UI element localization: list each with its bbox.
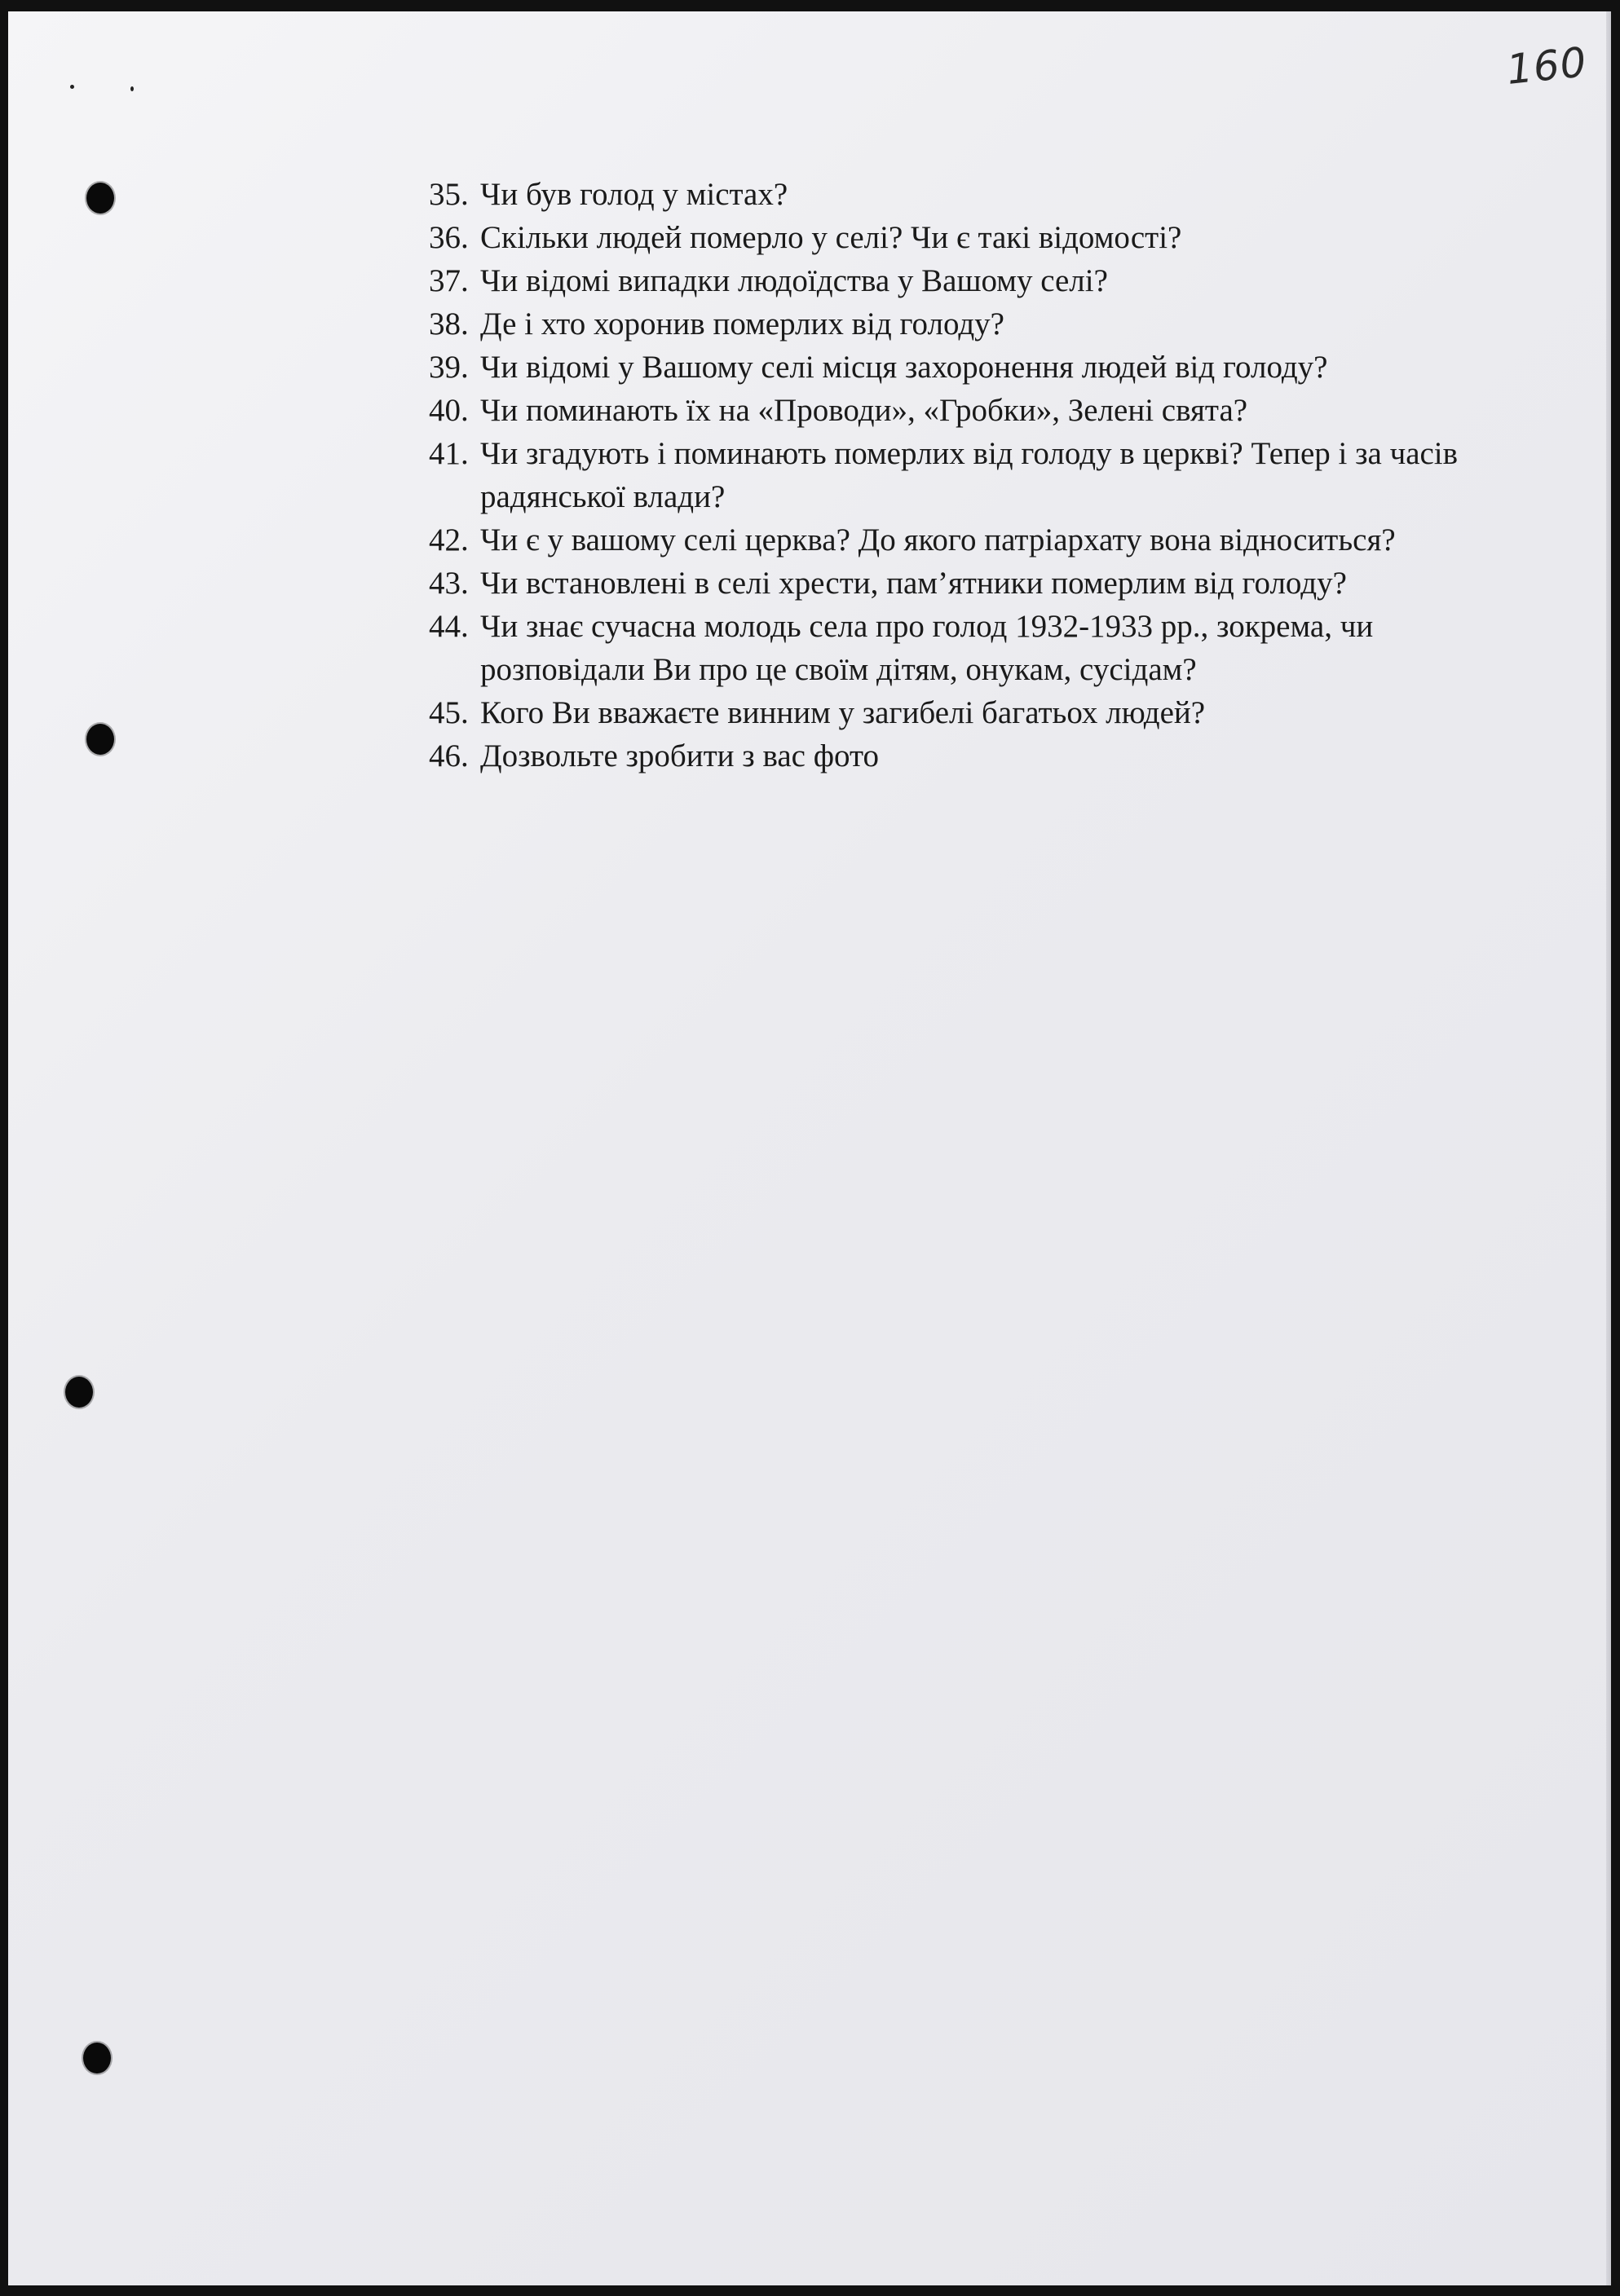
question-text: Чи був голод у містах? (480, 177, 788, 212)
question-item (429, 346, 1521, 389)
question-text: Чи згадують і поминають померлих від голоду в церкві? Тепер і за часів радянської влади? (480, 436, 1459, 514)
question-item (429, 734, 1521, 778)
question-item (429, 216, 1521, 259)
question-number: 45. (429, 695, 469, 730)
question-text: Чи відомі у Вашому селі місця захоронення людей від голоду? (480, 350, 1328, 385)
question-text: Дозвольте зробити з вас фото (480, 738, 880, 773)
question-text: Кого Ви вважаєте винним у загибелі багатьох людей? (480, 695, 1206, 730)
question-number: 39. (429, 350, 469, 385)
question-number: 37. (429, 263, 469, 298)
punch-hole-1 (86, 183, 114, 214)
question-number: 46. (429, 738, 469, 773)
handwritten-page-number: 160 (1504, 38, 1590, 94)
question-number: 41. (429, 436, 469, 471)
question-item (429, 691, 1521, 734)
question-number: 36. (429, 220, 469, 255)
question-text: Чи є у вашому селі церква? До якого патріархату вона відноситься? (480, 522, 1396, 557)
question-item (429, 389, 1521, 432)
question-text: Чи відомі випадки людоїдства у Вашому селі? (480, 263, 1108, 298)
question-text: Скільки людей померло у селі? Чи є такі відомості? (480, 220, 1182, 255)
question-list (429, 173, 1521, 778)
page-edge (1606, 11, 1611, 2285)
question-item (429, 562, 1521, 605)
question-number: 43. (429, 566, 469, 601)
document-page (8, 11, 1611, 2285)
question-text: Чи поминають їх на «Проводи», «Гробки», Зелені свята? (480, 393, 1248, 428)
paper-speck (130, 86, 134, 91)
question-item (429, 432, 1521, 518)
question-item (429, 173, 1521, 216)
question-text: Чи знає сучасна молодь села про голод 1932-1933 рр., зокрема, чи розповідали Ви про це своїм дітям, онукам, сусідам? (480, 609, 1374, 687)
question-number: 40. (429, 393, 469, 428)
question-number: 42. (429, 522, 469, 557)
question-text: Де і хто хоронив померлих від голоду? (480, 306, 1004, 342)
punch-hole-2 (86, 724, 114, 755)
question-number: 38. (429, 306, 469, 342)
question-number: 35. (429, 177, 469, 212)
paper-speck (70, 85, 74, 89)
question-text: Чи встановлені в селі хрести, пам’ятники померлим від голоду? (480, 566, 1347, 601)
question-number: 44. (429, 609, 469, 644)
question-item (429, 302, 1521, 346)
punch-hole-4 (83, 2043, 111, 2073)
punch-hole-3 (65, 1377, 93, 1408)
question-item (429, 605, 1521, 691)
question-item (429, 259, 1521, 302)
question-item (429, 518, 1521, 562)
